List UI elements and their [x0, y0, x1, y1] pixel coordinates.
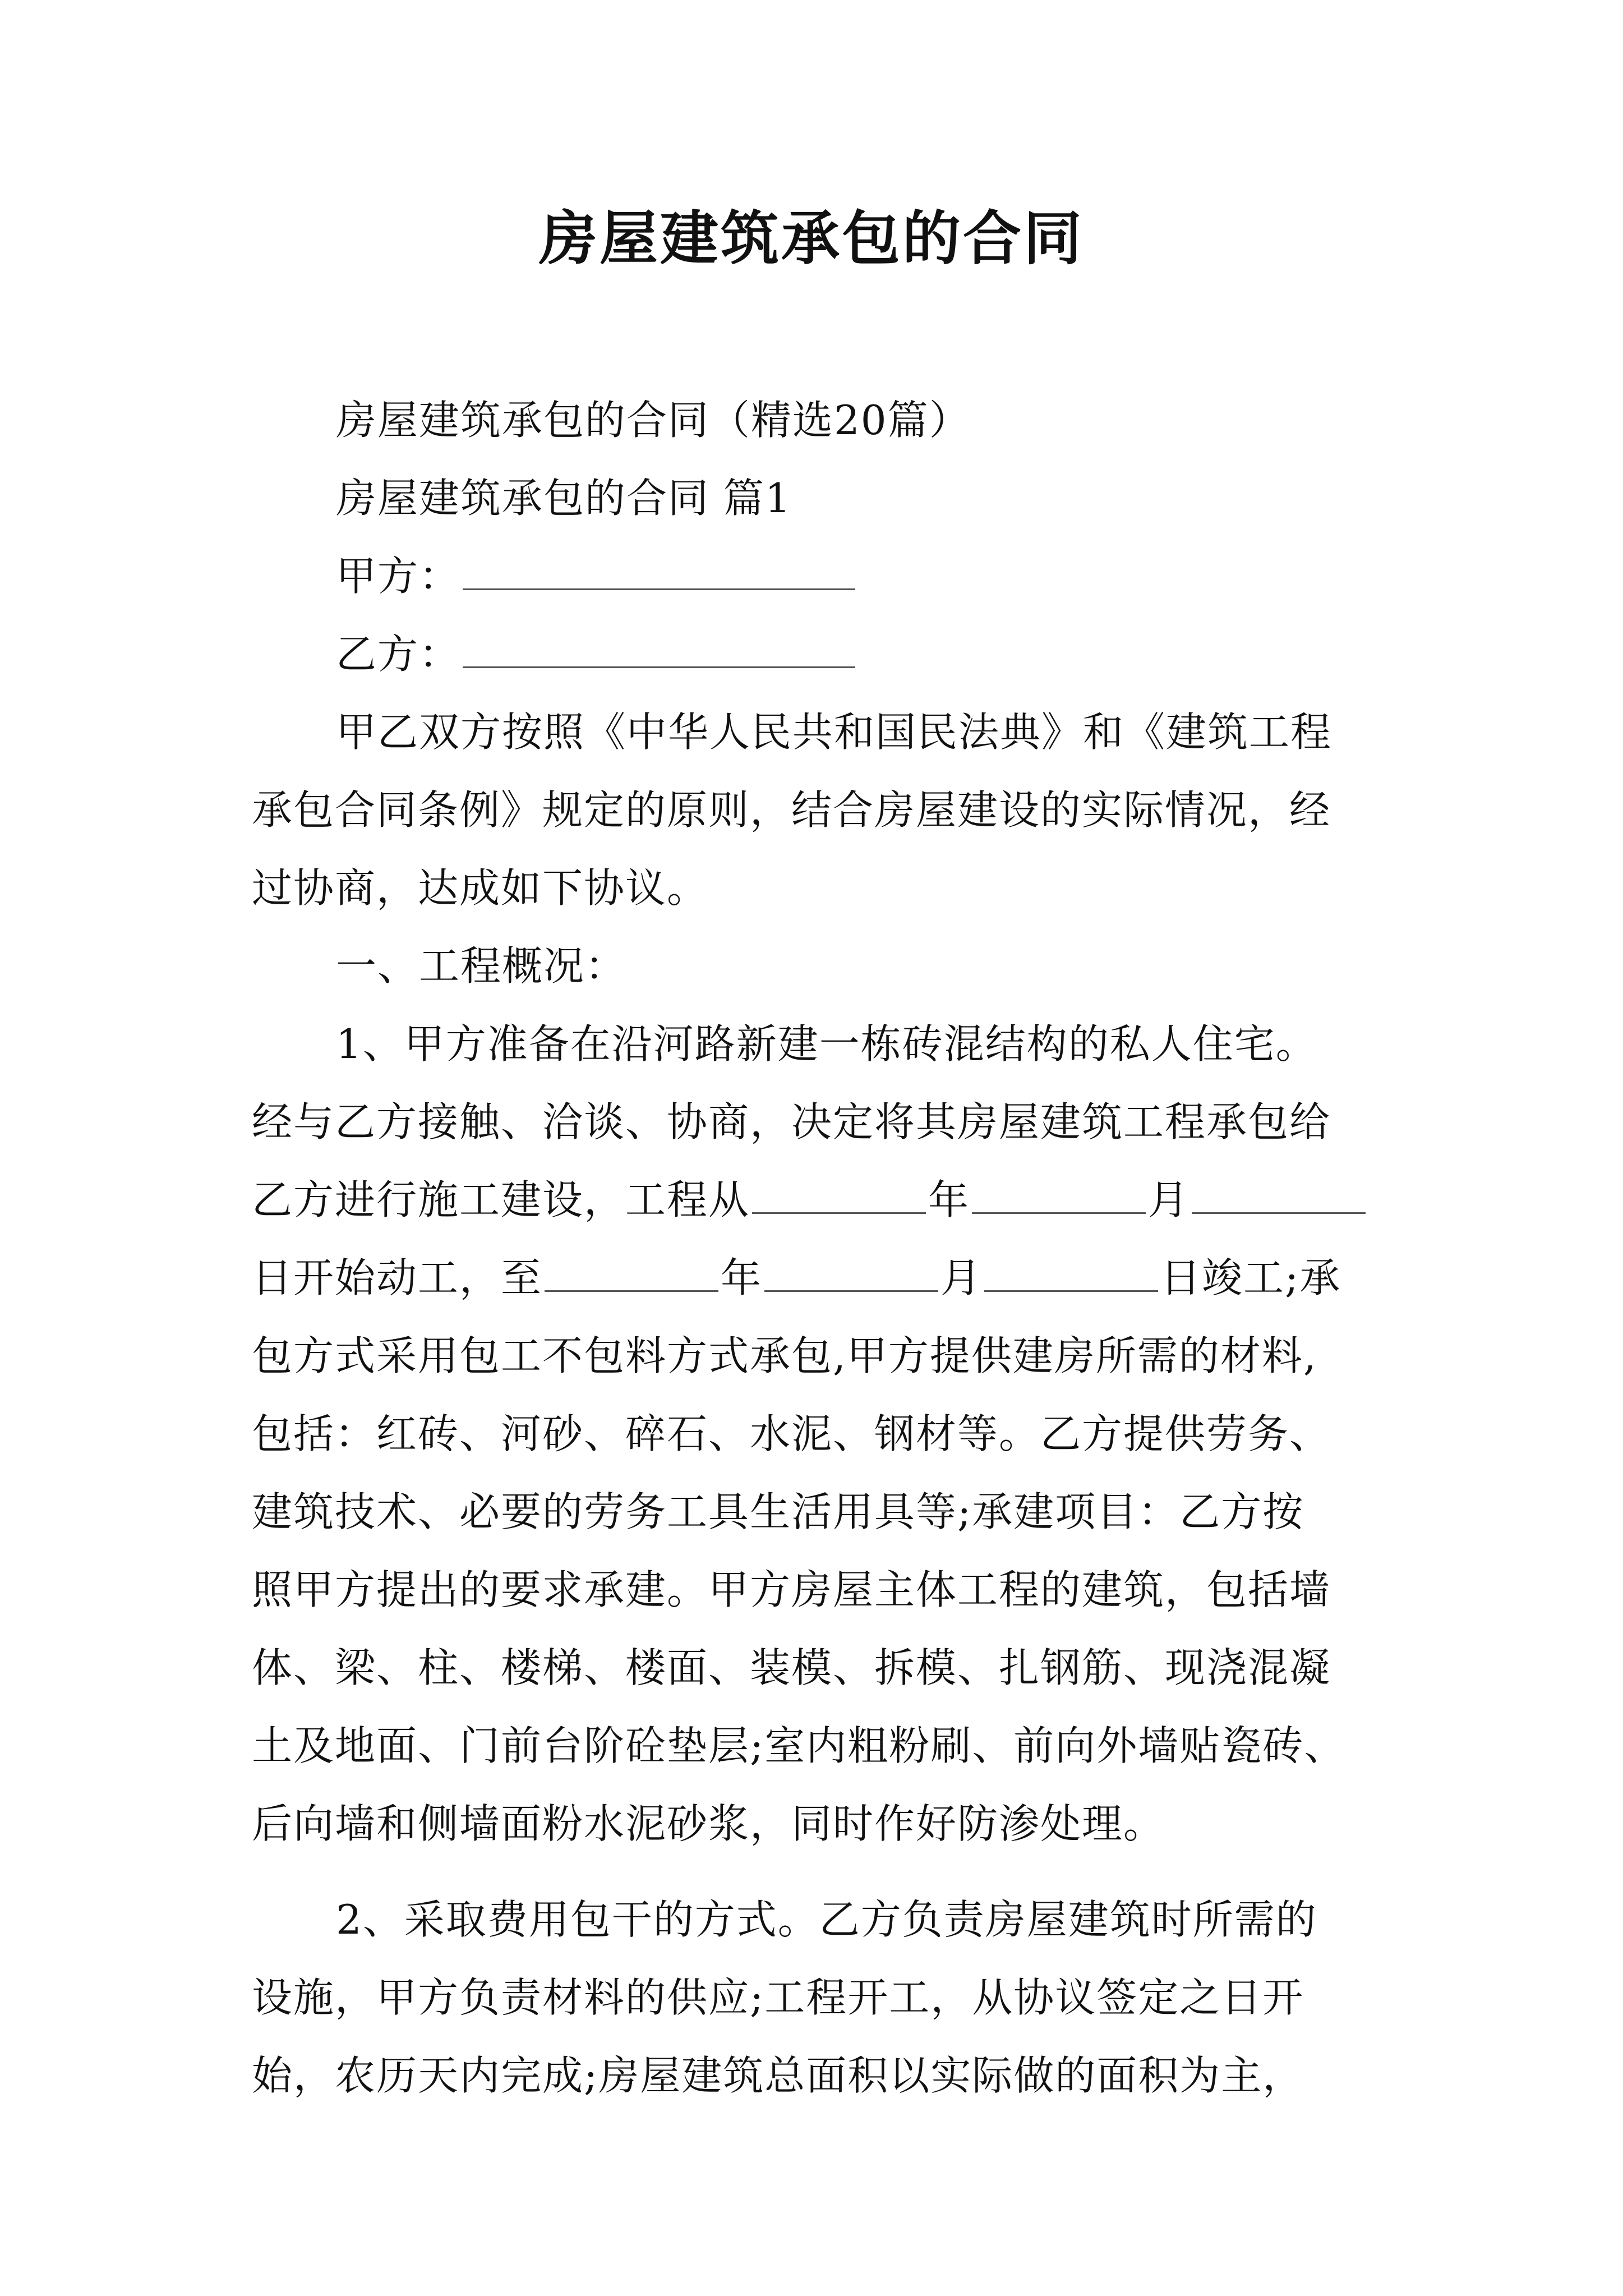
party-a-blank [463, 553, 855, 590]
party-a-label: 甲方： [336, 553, 461, 600]
clause-1-text: 乙方进行施工建设，工程从 [252, 1176, 750, 1223]
clause-1-end-date-line [252, 1239, 1390, 1317]
clause-2-line: 设施，甲方负责材料的供应;工程开工，从协议签定之日开 [252, 1974, 1304, 2021]
intro-line: 过协商，达成如下协议。 [252, 864, 709, 912]
clause-1-line: 后向墙和侧墙面粉水泥砂浆，同时作好防渗处理。 [252, 1800, 1165, 1847]
clause-1-start-date-line [252, 1161, 1390, 1239]
start-day-blank [1192, 1176, 1366, 1214]
month-label: 月 [940, 1254, 983, 1301]
party-a-line [252, 537, 1390, 615]
year-label: 年 [721, 1254, 763, 1301]
document-title: 房屋建筑承包的合同 [538, 204, 1084, 273]
end-day-blank [984, 1254, 1158, 1292]
section-heading: 房屋建筑承包的合同 篇1 [336, 475, 792, 522]
clause-1-line: 照甲方提出的要求承建。甲方房屋主体工程的建筑，包括墙 [252, 1566, 1331, 1613]
heading-project-overview: 一、工程概况： [336, 942, 627, 990]
clause-1-line: 包括：红砖、河砂、碎石、水泥、钢材等。乙方提供劳务、 [252, 1410, 1331, 1457]
clause-1-line: 体、梁、柱、楼梯、楼面、装模、拆模、扎钢筋、现浇混凝 [252, 1644, 1331, 1691]
document-subtitle: 房屋建筑承包的合同（精选20篇） [336, 397, 971, 444]
start-month-blank [972, 1176, 1146, 1214]
intro-line: 承包合同条例》规定的原则，结合房屋建设的实际情况，经 [252, 786, 1331, 834]
start-year-blank [752, 1176, 926, 1214]
party-b-label: 乙方： [336, 631, 461, 678]
clause-1-line: 经与乙方接触、洽谈、协商，决定将其房屋建筑工程承包给 [252, 1098, 1331, 1145]
party-b-blank [463, 631, 855, 668]
year-label: 年 [928, 1176, 970, 1223]
party-b-line [252, 615, 1390, 693]
clause-1-line: 土及地面、门前台阶砼垫层;室内粗粉刷、前向外墙贴瓷砖、 [252, 1722, 1346, 1769]
clause-1-line: 1、甲方准备在沿河路新建一栋砖混结构的私人住宅。 [336, 1020, 1317, 1068]
month-label: 月 [1148, 1176, 1190, 1223]
clause-2-line: 2、采取费用包干的方式。乙方负责房屋建筑时所需的 [336, 1896, 1317, 1943]
clause-1-line: 建筑技术、必要的劳务工具生活用具等;承建项目：乙方按 [252, 1488, 1304, 1535]
clause-2-line: 始，农历天内完成;房屋建筑总面积以实际做的面积为主， [252, 2052, 1304, 2099]
end-month-blank [764, 1254, 938, 1292]
clause-1-text: 日开始动工，至 [252, 1254, 543, 1301]
clause-1-line: 包方式采用包工不包料方式承包,甲方提供建房所需的材料, [252, 1332, 1317, 1379]
end-year-blank [545, 1254, 718, 1292]
intro-line: 甲乙双方按照《中华人民共和国民法典》和《建筑工程 [336, 708, 1332, 756]
document-body [252, 381, 1390, 2115]
clause-1-text: 日竣工;承 [1160, 1254, 1341, 1301]
paragraph-gap [252, 1863, 1390, 1881]
